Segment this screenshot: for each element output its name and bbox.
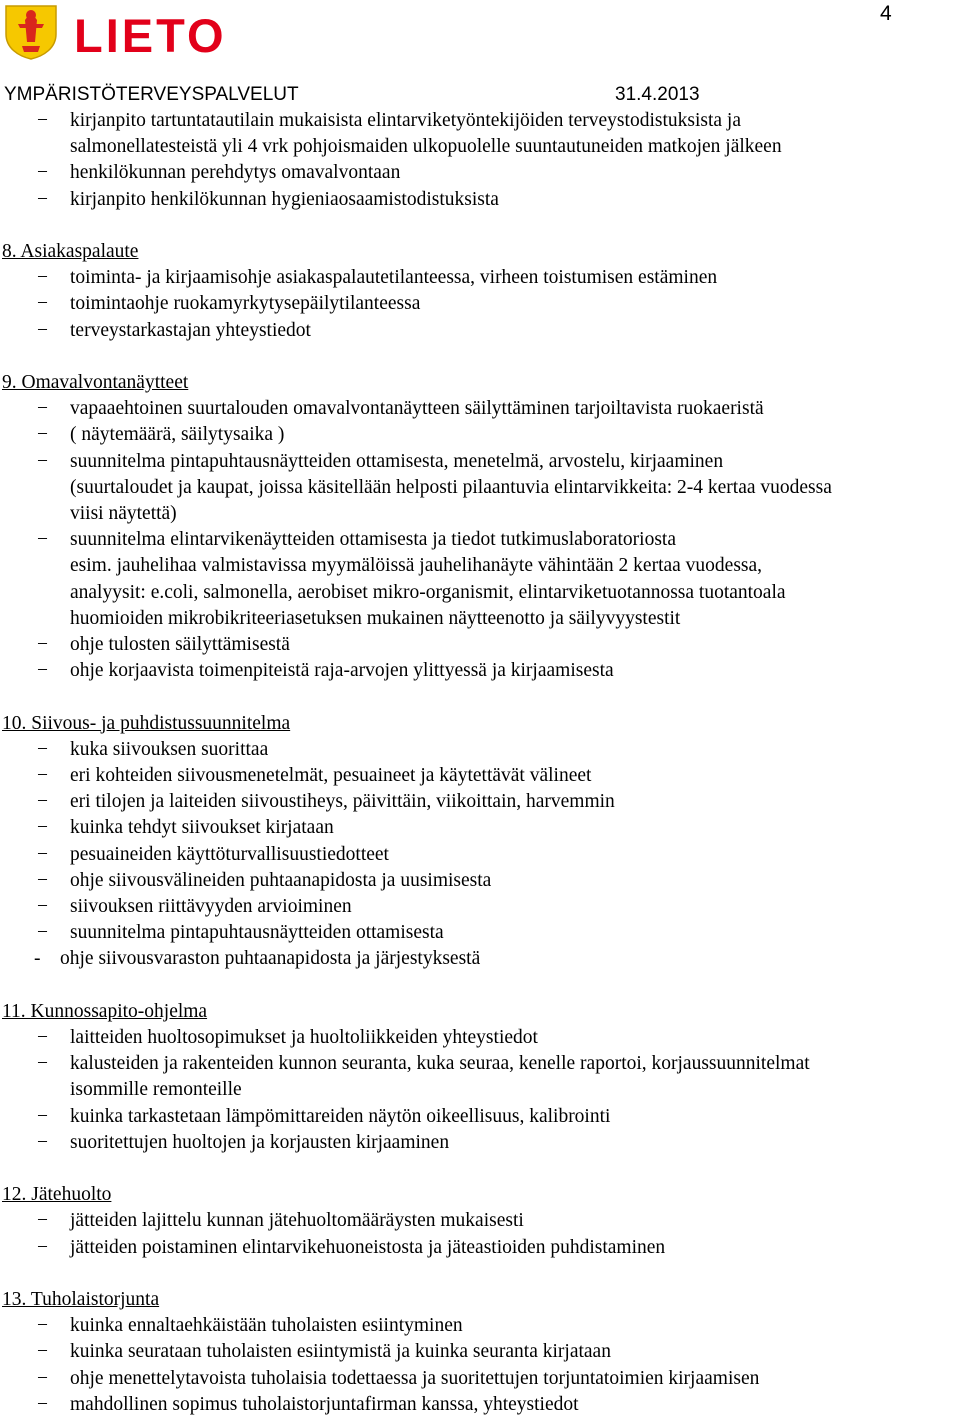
list-item-text: vapaaehtoinen suurtalouden omavalvontanäytteen säilyttäminen tarjoiltavista ruokaeristä bbox=[70, 398, 764, 420]
list-dash: − bbox=[37, 188, 48, 210]
list-item bbox=[0, 946, 960, 972]
list-dash: − bbox=[37, 1341, 48, 1363]
list-dash: − bbox=[37, 896, 48, 918]
list-dash: − bbox=[37, 398, 48, 420]
list-item bbox=[0, 1339, 960, 1365]
lieto-logo-text: LIETO bbox=[74, 9, 227, 62]
list-item bbox=[0, 894, 960, 920]
list-item-text: ohje siivousvälineiden puhtaanapidosta ja uusimisesta bbox=[70, 869, 492, 891]
list-item-continuation bbox=[0, 501, 960, 527]
list-item bbox=[0, 187, 960, 213]
list-dash: − bbox=[37, 293, 48, 315]
list-item bbox=[0, 632, 960, 658]
list-item bbox=[0, 1313, 960, 1339]
list-dash: − bbox=[37, 765, 48, 787]
list-item-text: esim. jauhelihaa valmistavissa myymälöissä jauhelihanäyte vähintään 2 kertaa vuodessa, bbox=[70, 555, 763, 577]
list-dash: - bbox=[34, 948, 41, 970]
list-dash: − bbox=[37, 162, 48, 184]
list-dash: − bbox=[37, 738, 48, 760]
list-dash: − bbox=[37, 424, 48, 446]
list-item bbox=[0, 449, 960, 475]
list-item-text: kirjanpito henkilökunnan hygieniaosaamistodistuksista bbox=[70, 188, 499, 210]
list-item-text: eri kohteiden siivousmenetelmät, pesuaineet ja käytettävät välineet bbox=[70, 765, 592, 787]
list-dash: − bbox=[37, 319, 48, 341]
list-item-text: kirjanpito tartuntatautilain mukaisista elintarviketyöntekijöiden terveystodistuksista ja bbox=[70, 110, 741, 131]
list-dash: − bbox=[37, 1236, 48, 1258]
list-item-text: ohje siivousvaraston puhtaanapidosta ja järjestyksestä bbox=[60, 948, 481, 970]
list-item-text: isommille remonteille bbox=[70, 1079, 242, 1101]
list-dash: − bbox=[37, 922, 48, 944]
list-item bbox=[0, 1104, 960, 1130]
list-item bbox=[0, 160, 960, 186]
document-body bbox=[0, 108, 960, 1418]
list-item-text: suoritettujen huoltojen ja korjausten kirjaaminen bbox=[70, 1131, 450, 1153]
list-item bbox=[0, 1130, 960, 1156]
section-heading-asiakaspalaute: 8. Asiakaspalaute bbox=[2, 241, 139, 262]
list-item bbox=[0, 763, 960, 789]
lieto-crest-icon bbox=[4, 4, 58, 60]
section-heading-omavalvontanaytteet: 9. Omavalvontanäytteet bbox=[2, 372, 189, 393]
list-dash: − bbox=[37, 1027, 48, 1049]
list-item bbox=[0, 1392, 960, 1418]
list-dash: − bbox=[37, 1105, 48, 1127]
header-date: 31.4.2013 bbox=[615, 84, 700, 105]
list-dash: − bbox=[37, 634, 48, 656]
list-dash: − bbox=[37, 1131, 48, 1153]
list-dash: − bbox=[37, 1393, 48, 1415]
list-item-text: laitteiden huoltosopimukset ja huoltoliikkeiden yhteystiedot bbox=[70, 1027, 538, 1049]
list-item-text: henkilökunnan perehdytys omavalvontaan bbox=[70, 162, 401, 184]
section-heading-siivous: 10. Siivous- ja puhdistussuunnitelma bbox=[2, 712, 291, 734]
section-heading-tuholaistorjunta: 13. Tuholaistorjunta bbox=[2, 1289, 160, 1311]
list-dash: − bbox=[37, 529, 48, 551]
list-item-text: kuinka tarkastetaan lämpömittareiden näytön oikeellisuus, kalibrointi bbox=[70, 1105, 611, 1127]
list-item-continuation bbox=[0, 553, 960, 579]
list-item-text: toimintaohje ruokamyrkytysepäilytilanteessa bbox=[70, 293, 421, 315]
list-item-text: ohje tulosten säilyttämisestä bbox=[70, 634, 290, 656]
list-item-text: toiminta- ja kirjaamisohje asiakaspalautetilanteessa, virheen toistumisen estäminen bbox=[70, 267, 718, 289]
list-item-text: huomioiden mikrobikriteeriasetuksen mukainen näytteenotto ja säilyvyystestit bbox=[70, 607, 681, 629]
list-dash: − bbox=[37, 660, 48, 682]
list-item-text: suunnitelma pintapuhtausnäytteiden ottamisesta, menetelmä, arvostelu, kirjaaminen bbox=[70, 450, 724, 472]
page-number: 4 bbox=[880, 2, 892, 25]
list-item-text: jätteiden poistaminen elintarvikehuoneistosta ja jäteastioiden puhdistaminen bbox=[70, 1236, 666, 1258]
list-item-text: salmonellatesteistä yli 4 vrk pohjoismaiden ulkopuolelle suuntautuneiden matkojen jälkeen bbox=[70, 136, 782, 158]
list-item bbox=[0, 1051, 960, 1077]
list-dash: − bbox=[37, 869, 48, 891]
list-item bbox=[0, 265, 960, 291]
list-item-continuation bbox=[0, 580, 960, 606]
list-item-text: suunnitelma pintapuhtausnäytteiden ottamisesta bbox=[70, 922, 444, 944]
list-dash: − bbox=[37, 1053, 48, 1075]
list-dash: − bbox=[37, 843, 48, 865]
list-item-text: (suurtaloudet ja kaupat, joissa käsitellään helposti pilaantuvia elintarvikkeita: 2-4 kertaa vuodessa bbox=[70, 476, 832, 498]
list-item bbox=[0, 1025, 960, 1051]
list-item bbox=[0, 108, 960, 134]
list-dash: − bbox=[37, 1315, 48, 1337]
list-item bbox=[0, 920, 960, 946]
list-dash: − bbox=[37, 817, 48, 839]
department-header: YMPÄRISTÖTERVEYSPALVELUT bbox=[4, 84, 299, 105]
list-dash: − bbox=[37, 450, 48, 472]
list-item bbox=[0, 1235, 960, 1261]
list-item bbox=[0, 1366, 960, 1392]
list-item-text: ohje korjaavista toimenpiteistä raja-arvojen ylittyessä ja kirjaamisesta bbox=[70, 660, 614, 682]
list-item-text: mahdollinen sopimus tuholaistorjuntafirman kanssa, yhteystiedot bbox=[70, 1393, 579, 1415]
list-item-text: kalusteiden ja rakenteiden kunnon seuranta, kuka seuraa, kenelle raportoi, korjaussuunnitelmat bbox=[70, 1053, 810, 1075]
list-item bbox=[0, 842, 960, 868]
list-item-continuation bbox=[0, 134, 960, 160]
list-item bbox=[0, 815, 960, 841]
list-item bbox=[0, 527, 960, 553]
list-item-text: siivouksen riittävyyden arvioiminen bbox=[70, 896, 352, 918]
list-item bbox=[0, 789, 960, 815]
section-heading-kunnossapito: 11. Kunnossapito-ohjelma bbox=[2, 1000, 208, 1022]
list-item-text: terveystarkastajan yhteystiedot bbox=[70, 319, 311, 341]
section-heading-jatehuolto: 12. Jätehuolto bbox=[2, 1184, 112, 1206]
list-item-continuation bbox=[0, 475, 960, 501]
list-item-text: viisi näytettä) bbox=[70, 503, 177, 525]
list-item bbox=[0, 396, 960, 422]
list-item-continuation bbox=[0, 606, 960, 632]
list-item-text: kuinka tehdyt siivoukset kirjataan bbox=[70, 817, 334, 839]
list-item bbox=[0, 868, 960, 894]
list-item bbox=[0, 422, 960, 448]
list-item-text: eri tilojen ja laiteiden siivoustiheys, päivittäin, viikoittain, harvemmin bbox=[70, 791, 615, 813]
list-item-text: pesuaineiden käyttöturvallisuustiedotteet bbox=[70, 843, 389, 865]
list-item bbox=[0, 658, 960, 684]
list-item-text: analyysit: e.coli, salmonella, aerobiset mikro-organismit, elintarviketuotannossa tuotantoala bbox=[70, 581, 786, 603]
list-item bbox=[0, 318, 960, 344]
list-item-text: kuinka ennaltaehkäistään tuholaisten esiintyminen bbox=[70, 1315, 463, 1337]
list-item-text: kuinka seurataan tuholaisten esiintymistä ja kuinka seuranta kirjataan bbox=[70, 1341, 611, 1363]
list-item-text: suunnitelma elintarvikenäytteiden ottamisesta ja tiedot tutkimuslaboratoriosta bbox=[70, 529, 676, 551]
list-dash: − bbox=[37, 110, 48, 131]
list-dash: − bbox=[37, 1210, 48, 1232]
list-item-text: ( näytemäärä, säilytysaika ) bbox=[70, 424, 285, 446]
list-item-text: kuka siivouksen suorittaa bbox=[70, 738, 269, 760]
list-dash: − bbox=[37, 267, 48, 289]
list-item-continuation bbox=[0, 1077, 960, 1103]
list-item-text: jätteiden lajittelu kunnan jätehuoltomääräysten mukaisesti bbox=[70, 1210, 524, 1232]
list-item bbox=[0, 1208, 960, 1234]
list-item bbox=[0, 291, 960, 317]
list-dash: − bbox=[37, 1367, 48, 1389]
list-item-text: ohje menettelytavoista tuholaisia todettaessa ja suoritettujen torjuntatoimien kirjaamisen bbox=[70, 1367, 760, 1389]
list-item bbox=[0, 737, 960, 763]
list-dash: − bbox=[37, 791, 48, 813]
